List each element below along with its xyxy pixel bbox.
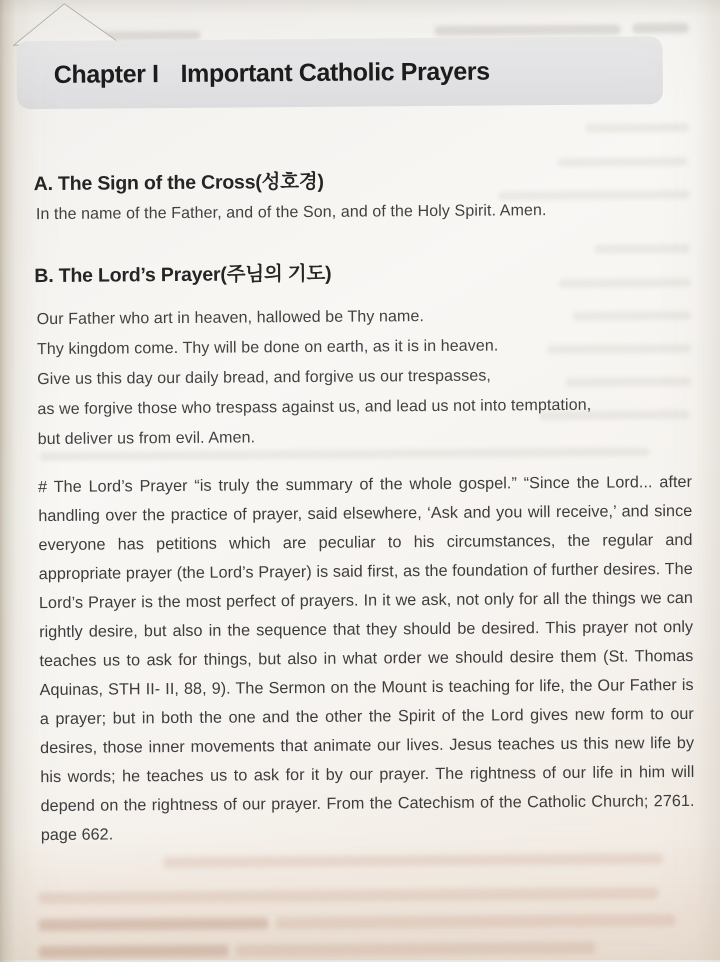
chapter-title: Important Catholic Prayers [180, 57, 489, 88]
lords-prayer-line: as we forgive those who trespass against us, and lead us not into temptation, [37, 390, 693, 425]
page-corner-fold-shape [13, 3, 117, 45]
bleed-through-mark [163, 853, 663, 868]
bleed-through-mark [632, 23, 688, 33]
bleed-through-mark [38, 887, 658, 904]
lords-prayer-line: but deliver us from evil. Amen. [38, 420, 694, 455]
lords-prayer-line: Our Father who art in heaven, hallowed be Thy name. [37, 300, 693, 335]
chapter-header-bar [17, 36, 664, 109]
bleed-through-mark [236, 942, 596, 957]
bleed-through-mark [38, 917, 268, 931]
bleed-through-mark [585, 123, 689, 133]
section-b-heading: B. The Lord’s Prayer(주님의 기도) [34, 255, 690, 288]
bleed-through-mark [39, 945, 229, 958]
bleed-through-mark [434, 24, 620, 35]
bleed-through-mark [275, 914, 675, 929]
commentary-paragraph: # The Lord’s Prayer “is truly the summary of the whole gospel.” “Since the Lord... after handling over the practice of prayer, said elsewhere, ‘Ask and you will receive,’ and since everyone has petitions which are peculiar to his circumstances, the regular and appropriate prayer (the Lord’s Prayer) is said first, as the foundation of further desires. The Lord’s Prayer is the most perfect of prayers. In it we ask, not only for all the things we can rightly desire, but also in the sequence that they should be desired. This prayer not only teaches us to ask for things, but also in what order we should desire them (St. Thomas Aquinas, STH II- II, 88, 9). The Sermon on the Mount is teaching for life, the Our Father is a prayer; but in both the one and the other the Spirit of the Lord gives new form to our desires, those inner movements that animate our lives. Jesus teaches us this new life by his words; he teaches us to ask for it by our prayer. The rightness of our life in him will depend on the rightness of our prayer. From the Catechism of the Catholic Church; 2761. page 662. [38, 468, 695, 850]
chapter-number-label: Chapter I [54, 60, 159, 90]
sign-of-the-cross-text: In the name of the Father, and of the Son, and of the Holy Spirit. Amen. [36, 201, 692, 224]
bleed-through-mark [594, 244, 690, 254]
section-a-heading: A. The Sign of the Cross(성호경) [34, 163, 690, 196]
lords-prayer-line: Give us this day our daily bread, and forgive us our trespasses, [37, 360, 693, 395]
lords-prayer-text [37, 300, 694, 455]
lords-prayer-line: Thy kingdom come. Thy will be done on earth, as it is in heaven. [37, 330, 693, 365]
